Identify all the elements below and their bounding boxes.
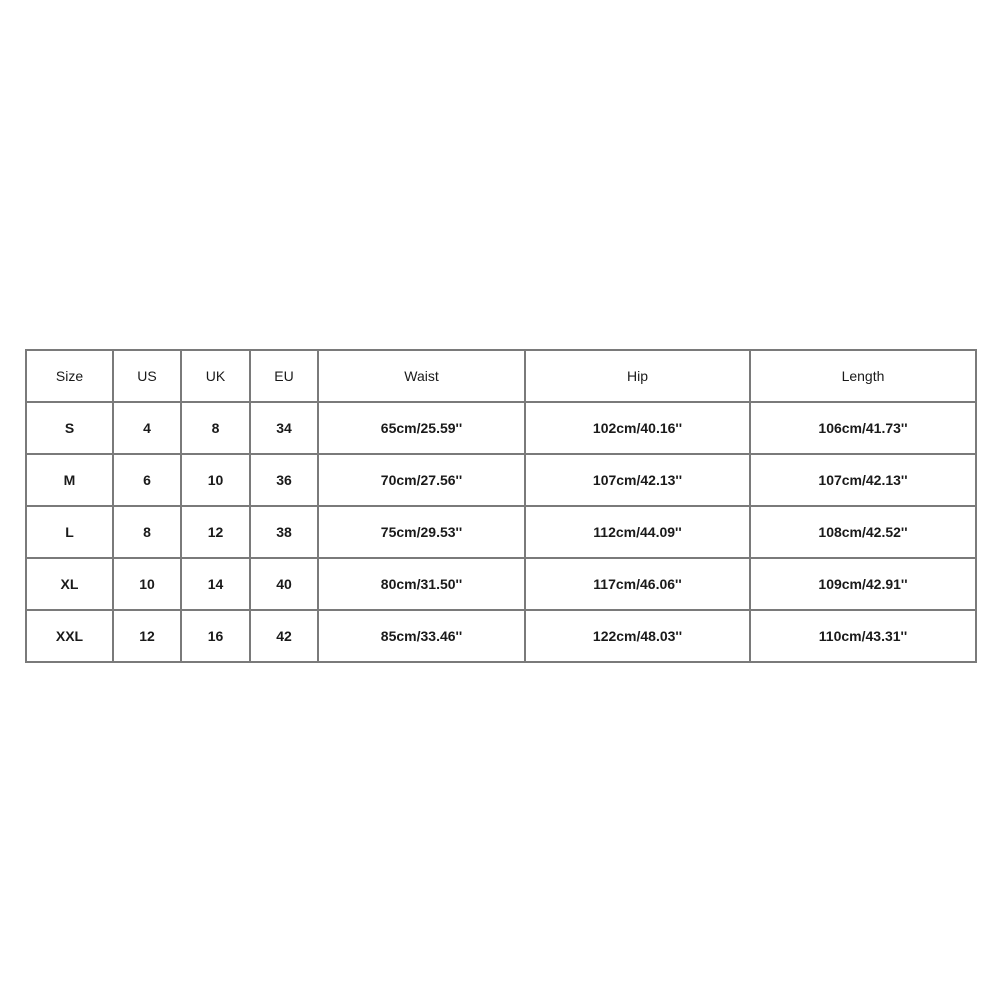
cell-length: 109cm/42.91'' — [750, 558, 976, 610]
cell-size: S — [26, 402, 113, 454]
cell-waist: 65cm/25.59'' — [318, 402, 525, 454]
header-hip: Hip — [525, 350, 750, 402]
table-header-row — [26, 350, 976, 402]
header-size: Size — [26, 350, 113, 402]
table-row — [26, 610, 976, 662]
cell-eu: 34 — [250, 402, 318, 454]
cell-waist: 75cm/29.53'' — [318, 506, 525, 558]
cell-uk: 8 — [181, 402, 250, 454]
cell-length: 110cm/43.31'' — [750, 610, 976, 662]
cell-us: 6 — [113, 454, 181, 506]
cell-size: XL — [26, 558, 113, 610]
table-row — [26, 402, 976, 454]
cell-size: M — [26, 454, 113, 506]
cell-hip: 107cm/42.13'' — [525, 454, 750, 506]
header-uk: UK — [181, 350, 250, 402]
cell-length: 108cm/42.52'' — [750, 506, 976, 558]
header-length: Length — [750, 350, 976, 402]
cell-uk: 16 — [181, 610, 250, 662]
cell-size: XXL — [26, 610, 113, 662]
header-waist: Waist — [318, 350, 525, 402]
cell-eu: 40 — [250, 558, 318, 610]
cell-hip: 112cm/44.09'' — [525, 506, 750, 558]
cell-eu: 38 — [250, 506, 318, 558]
cell-hip: 117cm/46.06'' — [525, 558, 750, 610]
cell-us: 8 — [113, 506, 181, 558]
cell-uk: 14 — [181, 558, 250, 610]
cell-waist: 80cm/31.50'' — [318, 558, 525, 610]
cell-us: 12 — [113, 610, 181, 662]
cell-eu: 42 — [250, 610, 318, 662]
cell-us: 10 — [113, 558, 181, 610]
cell-waist: 85cm/33.46'' — [318, 610, 525, 662]
header-eu: EU — [250, 350, 318, 402]
cell-uk: 10 — [181, 454, 250, 506]
table-row — [26, 558, 976, 610]
cell-hip: 102cm/40.16'' — [525, 402, 750, 454]
cell-uk: 12 — [181, 506, 250, 558]
table-row — [26, 506, 976, 558]
cell-eu: 36 — [250, 454, 318, 506]
cell-waist: 70cm/27.56'' — [318, 454, 525, 506]
cell-hip: 122cm/48.03'' — [525, 610, 750, 662]
size-chart-table — [25, 349, 977, 663]
cell-length: 107cm/42.13'' — [750, 454, 976, 506]
cell-length: 106cm/41.73'' — [750, 402, 976, 454]
cell-size: L — [26, 506, 113, 558]
table-row — [26, 454, 976, 506]
cell-us: 4 — [113, 402, 181, 454]
header-us: US — [113, 350, 181, 402]
